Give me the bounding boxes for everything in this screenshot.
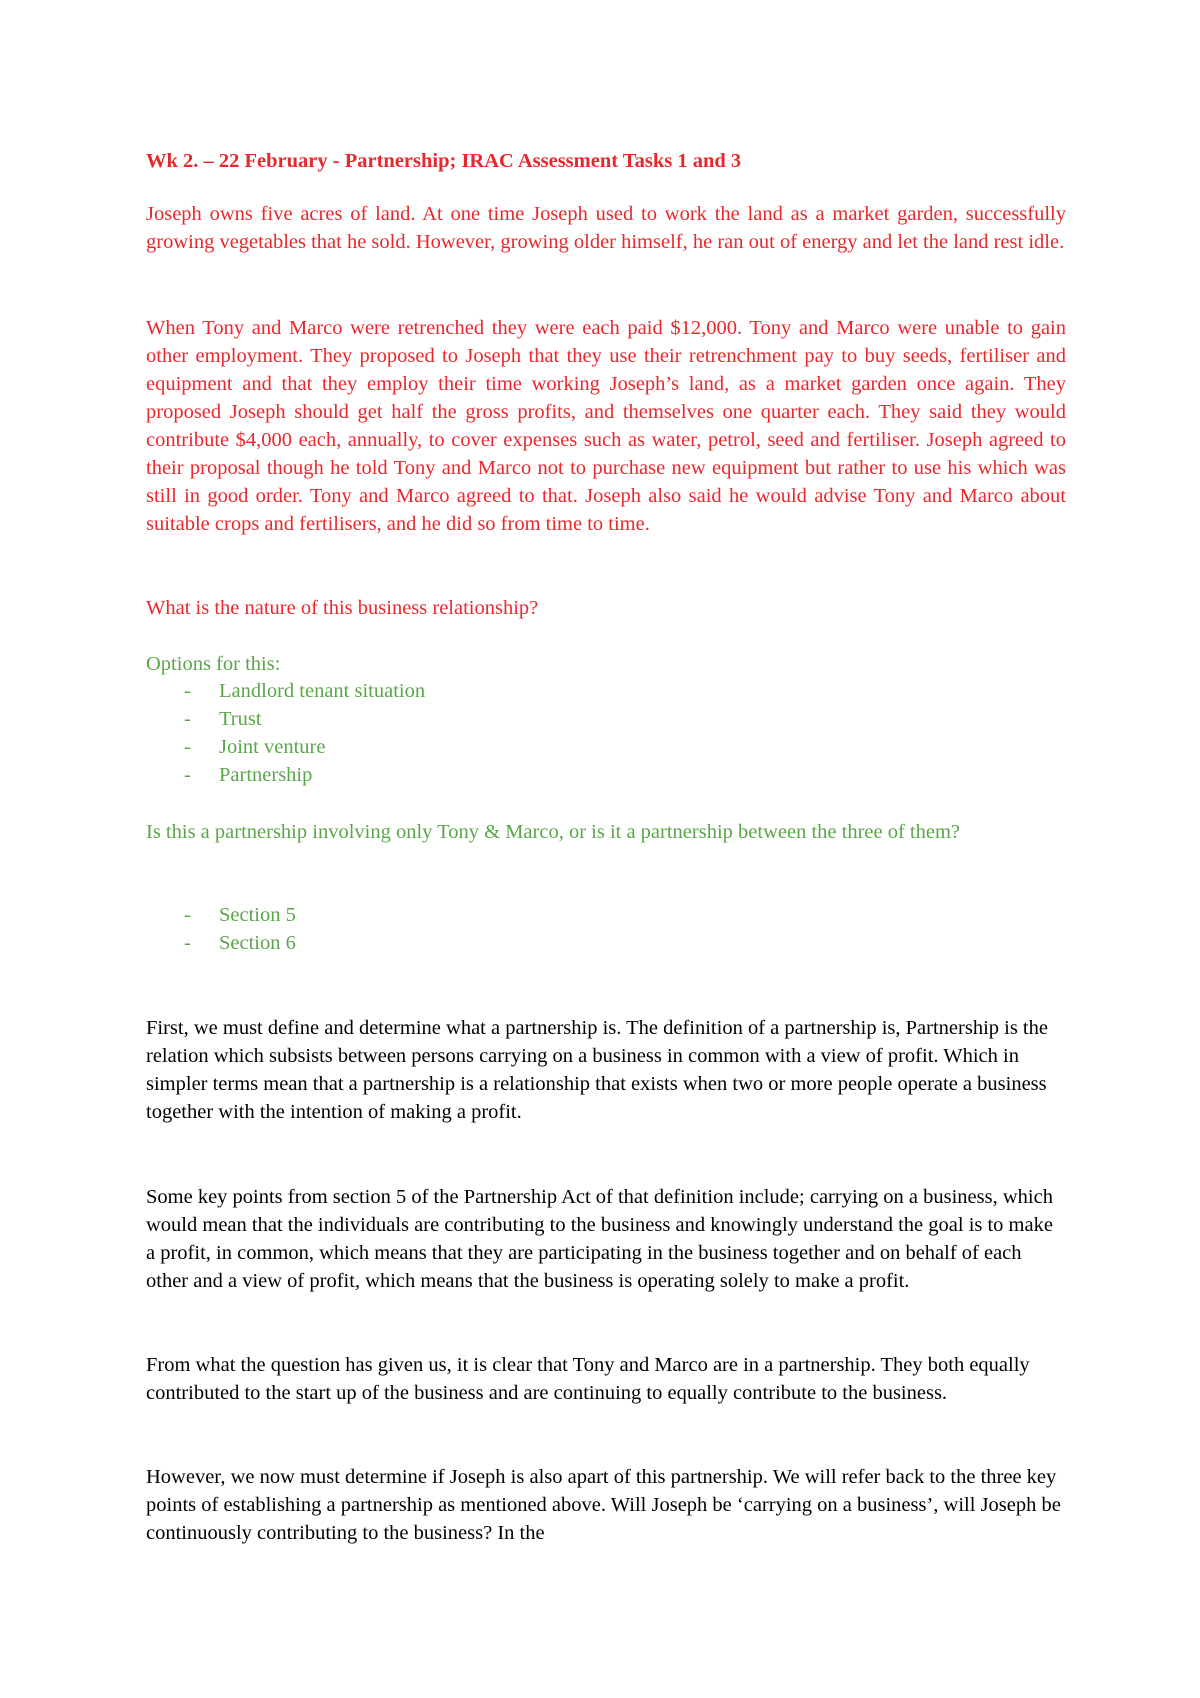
scenario-paragraph-1: Joseph owns five acres of land. At one time Joseph used to work the land as a market garden, successfully growing vegetables that he sold. However, growing older himself, he ran out of energy and let the land rest idle.: [146, 203, 1066, 253]
options-heading: Options for this:: [146, 653, 281, 675]
scenario-paragraph-2: When Tony and Marco were retrenched they were each paid $12,000. Tony and Marco were unable to gain other employment. They proposed to Joseph that they use their retrenchment pay to buy seeds, fertiliser and equipment and that they employ their time working Joseph’s land, as a market garden once again. They proposed Joseph should get half the gross profits, and themselves one quarter each. They said they would contribute $4,000 each, annually, to cover expenses such as water, petrol, seed and fertiliser. Joseph agreed to their proposal though he told Tony and Marco not to purchase new equipment but rather to use his which was still in good order. Tony and Marco agreed to that. Joseph also said he would advise Tony and Marco about suitable crops and fertilisers, and he did so from time to time.: [146, 317, 1066, 535]
answer-paragraph-4: However, we now must determine if Joseph is also apart of this partnership. We will refer back to the three key points of establishing a partnership as mentioned above. Will Joseph be ‘carrying on a business’, will Joseph be continuously contributing to the business? In the: [146, 1466, 1061, 1544]
list-item: - Section 5: [146, 901, 1066, 929]
list-item: - Partnership: [146, 761, 1066, 789]
options-list: [146, 677, 1066, 789]
list-item: - Section 6: [146, 929, 1066, 957]
list-item: - Trust: [146, 705, 1066, 733]
list-item: - Landlord tenant situation: [146, 677, 1066, 705]
answer-paragraph-1: First, we must define and determine what a partnership is. The definition of a partnership is, Partnership is the relation which subsists between persons carrying on a business in common with a view of profit. Which in simpler terms mean that a partnership is a relationship that exists when two or more people operate a business together with the intention of making a profit.: [146, 1017, 1048, 1123]
question-text: What is the nature of this business relationship?: [146, 597, 539, 619]
document-title: Wk 2. – 22 February - Partnership; IRAC Assessment Tasks 1 and 3: [146, 150, 742, 172]
answer-paragraph-2: Some key points from section 5 of the Partnership Act of that definition include; carrying on a business, which would mean that the individuals are contributing to the business and knowingly understand the goal is to make a profit, in common, which means that they are participating in the business together and on behalf of each other and a view of profit, which means that the business is operating solely to make a profit.: [146, 1186, 1053, 1292]
answer-paragraph-3: From what the question has given us, it is clear that Tony and Marco are in a partnership. They both equally contributed to the start up of the business and are continuing to equally contribute to the business.: [146, 1354, 1030, 1404]
sub-question-text: Is this a partnership involving only Tony & Marco, or is it a partnership between the three of them?: [146, 821, 961, 843]
list-item: - Joint venture: [146, 733, 1066, 761]
sections-list: [146, 901, 1066, 957]
